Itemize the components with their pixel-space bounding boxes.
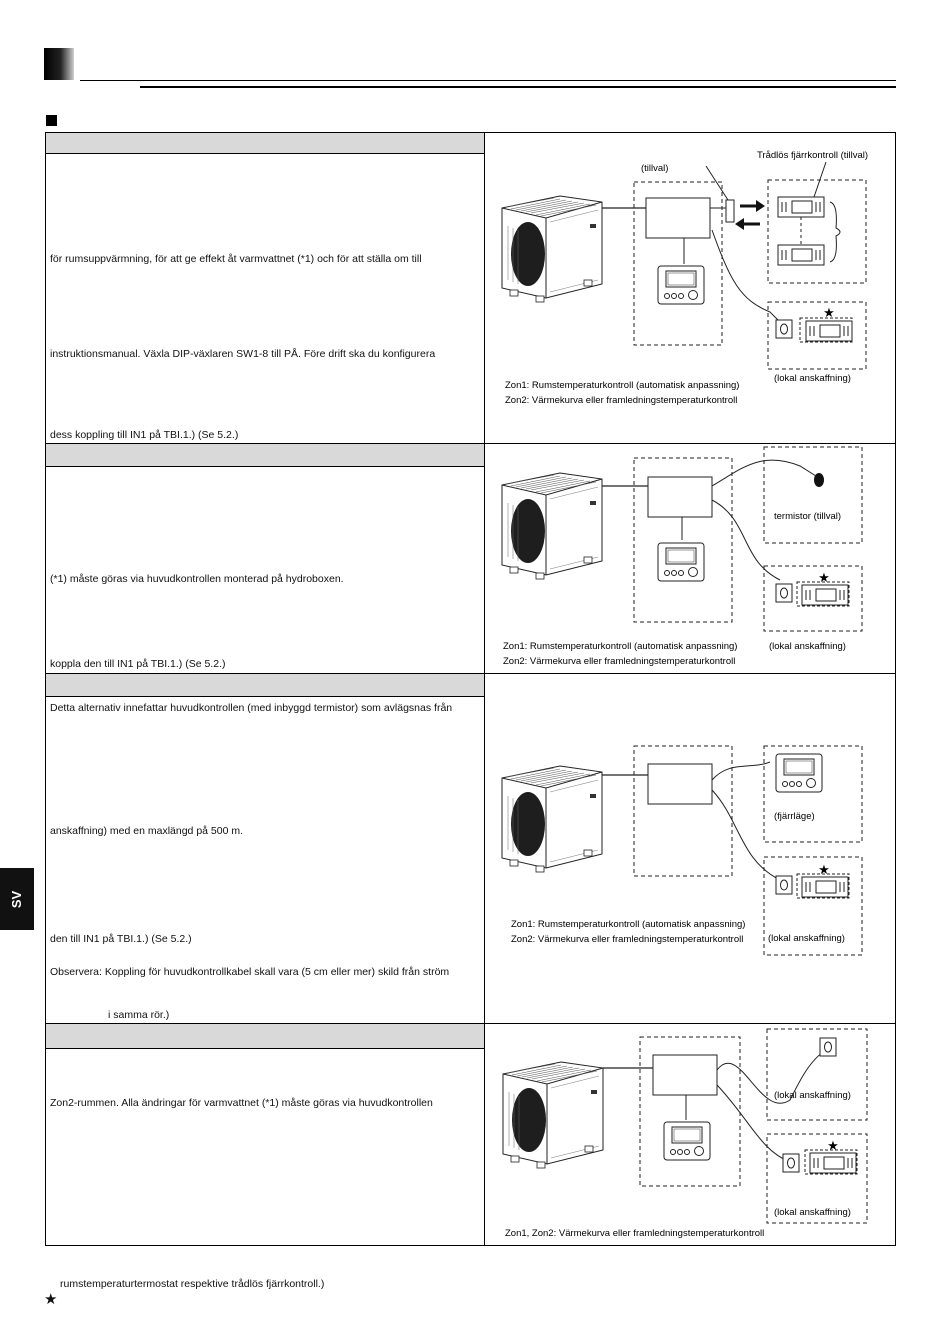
- section-2-text: koppla den till IN1 på TBI.1.) (Se 5.2.): [50, 658, 226, 670]
- zone-caption: Zon1, Zon2: Värmekurva eller framledningstemperaturkontroll: [505, 1228, 765, 1239]
- label: Trådlös fjärrkontroll (tillval): [757, 150, 869, 161]
- diagram-4: [503, 1029, 867, 1239]
- label: (lokal anskaffning): [768, 933, 845, 944]
- star-icon: ★: [818, 862, 830, 877]
- star-icon: ★: [44, 1291, 58, 1308]
- label: (lokal anskaffning): [774, 1090, 851, 1101]
- section-1-text: för rumsuppvärmning, för att ge effekt åt varmvattnet (*1) och för att ställa om till: [50, 253, 422, 265]
- section-4-text: Zon2-rummen. Alla ändringar för varmvattnet (*1) måste göras via huvudkontrollen: [50, 1097, 433, 1109]
- diagram-3: [502, 746, 862, 955]
- diagram-2: [502, 447, 862, 667]
- section-1-text: dess koppling till IN1 på TBI.1.) (Se 5.2.): [50, 429, 239, 441]
- zone-caption: Zon1: Rumstemperaturkontroll (automatisk anpassning): [503, 641, 738, 652]
- language-tab: SV: [0, 868, 34, 930]
- zone-caption: Zon2: Värmekurva eller framledningstemperaturkontroll: [503, 656, 736, 667]
- label: termistor (tillval): [774, 511, 842, 522]
- section-3-text: Detta alternativ innefattar huvudkontrollen (med inbyggd termistor) som avlägsnas från: [50, 702, 453, 714]
- section-3-text: den till IN1 på TBI.1.) (Se 5.2.): [50, 933, 192, 945]
- section-2-text: (*1) måste göras via huvudkontrollen monterad på hydroboxen.: [50, 573, 344, 585]
- diagram-1: [502, 150, 868, 406]
- section-3-text: i samma rör.): [108, 1009, 170, 1021]
- label: (lokal anskaffning): [769, 641, 846, 652]
- footer-note: rumstemperaturtermostat respektive trådlös fjärrkontroll.): [60, 1278, 325, 1290]
- zone-caption: Zon2: Värmekurva eller framledningstemperaturkontroll: [505, 395, 738, 406]
- zone-caption: Zon2: Värmekurva eller framledningstemperaturkontroll: [511, 934, 744, 945]
- section-3-text: Observera: Koppling för huvudkontrollkabel skall vara (5 cm eller mer) skild från ström: [50, 966, 450, 978]
- label: (tillval): [641, 163, 669, 174]
- star-icon: ★: [818, 570, 830, 585]
- star-icon: ★: [827, 1138, 839, 1153]
- label: (lokal anskaffning): [774, 1207, 851, 1218]
- label: (lokal anskaffning): [774, 373, 851, 384]
- section-1-text: instruktionsmanual. Växla DIP-växlaren SW1-8 till PÅ. Före drift ska du konfigurera: [50, 348, 436, 360]
- label: (fjärrläge): [774, 811, 815, 822]
- zone-caption: Zon1: Rumstemperaturkontroll (automatisk anpassning): [511, 919, 746, 930]
- section-3-text: anskaffning) med en maxlängd på 500 m.: [50, 825, 244, 837]
- star-icon: ★: [823, 305, 835, 320]
- zone-caption: Zon1: Rumstemperaturkontroll (automatisk anpassning): [505, 380, 740, 391]
